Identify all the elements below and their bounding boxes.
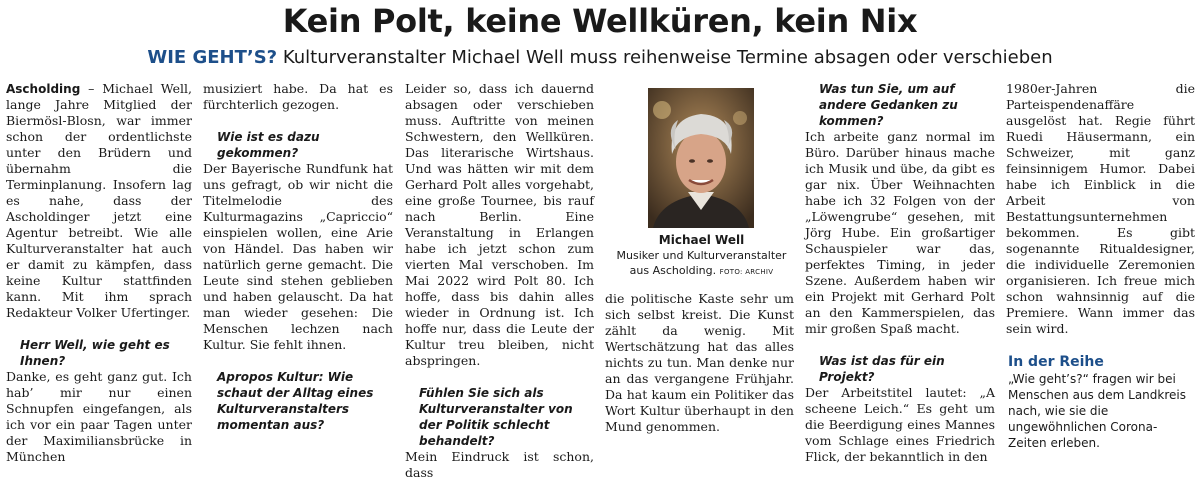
info-text: „Wie geht’s?“ fragen wir bei Menschen aus dem Landkreis nach, wie sie die ungewöhnlichen Corona-Zeiten erleben.: [1008, 372, 1186, 450]
headline: Kein Polt, keine Wellküren, kein Nix: [282, 2, 918, 40]
answer-4: Mein Eindruck ist schon, dass: [405, 449, 594, 480]
answer-6: Der Arbeitstitel lautet: „A scheene Leich.“ Es geht um die Beerdigung eines Mannes vom Schlage eines Friedrich Flick, der bekanntlich in den: [805, 385, 995, 464]
dateline: Ascholding: [6, 82, 81, 96]
answer-1: Danke, es geht ganz gut. Ich hab’ mir nur einen Schnupfen eingefangen, als ich vor ein paar Tagen unter der Maximiliansbrücke in München: [6, 369, 192, 464]
series-kicker: WIE GEHT’S?: [147, 47, 278, 68]
column-4: [605, 81, 794, 447]
question-5: Was tun Sie, um auf andere Gedanken zu kommen?: [819, 82, 958, 128]
subheadline: [0, 46, 1200, 70]
lead-paragraph: [6, 81, 192, 321]
answer-2: Der Bayerische Rundfunk hat uns gefragt, ob wir nicht die Titelmelodie des Kulturmagazins „Capriccio“ einspielen wollen, eine Arie von Händel. Das haben wir natürlich gerne gemacht. Die Leute sind stehen geblieben und haben gelauscht. Da hat man wieder gesehen: Die Menschen lechzen nach Kultur. Sie fehlt ihnen.: [203, 161, 393, 352]
column-5: [805, 81, 995, 464]
answer-3: Leider so, dass ich dauernd absagen oder verschieben muss. Auftritte von meinen Schwestern, den Wellküren. Das literarische Wirtshaus. Und was hätten wir mit dem Gerhard Polt alles vorgehabt, eine große Tournee, bis rauf nach Berlin. Eine Veranstaltung in Erlangen habe ich jetzt schon zum vierten Mal verschoben. Im Mai 2022 wird Polt 80. Ich hoffe, dass bis dahin alles wieder in Ordnung ist. Ich hoffe nur, dass die Leute der Kultur treu bleiben, nicht abspringen.: [405, 81, 594, 368]
info-title: In der Reihe: [1008, 354, 1104, 370]
column-2: [203, 81, 393, 447]
answer-4-continued: die politische Kaste sehr um sich selbst kreist. Die Kunst zählt da wenig. Mit Wertschätzung hat das alles nichts zu tun. Man denke nur an das vergangene Frühjahr. Da hat kaum ein Politiker das Wort Kultur überhaupt in den Mund genommen.: [605, 291, 794, 434]
photo-credit: FOTO: ARCHIV: [719, 268, 774, 276]
subheadline-text: Kulturveranstalter Michael Well muss reihenweise Termine absagen oder verschieben: [277, 47, 1053, 68]
question-6: Was ist das für ein Projekt?: [819, 354, 945, 384]
question-4: Fühlen Sie sich als Kulturveranstalter von der Politik schlecht behandelt?: [419, 386, 573, 448]
lead-text: – Michael Well, lange Jahre Mitglied der Biermösl-Blosn, war immer schon der ordentlichste unter den Brüdern und übernahm die Terminplanung. Insofern lag es nahe, dass der Ascholdinger jetzt eine Agentur betreibt. Wie alle Kulturveranstalter hat auch er damit zu kämpfen, dass keine Kultur stattfinden kann. Mit ihm sprach Redakteur Volker Ufertinger.: [6, 81, 192, 320]
question-2: Wie ist es dazu gekommen?: [217, 130, 320, 160]
column-6: [1006, 81, 1195, 450]
caption-text: Musiker und Kulturveranstalter aus Ascholding.: [616, 249, 787, 277]
question-3: Apropos Kultur: Wie schaut der Alltag eines Kulturveranstalters momentan aus?: [217, 370, 374, 432]
column-3: [405, 81, 594, 480]
column-1: [6, 81, 192, 464]
series-info-box: [1006, 353, 1195, 451]
photo-space: [605, 81, 794, 291]
answer-1-continued: musiziert habe. Da hat es fürchterlich gezogen.: [203, 81, 393, 112]
answer-5: Ich arbeite ganz normal im Büro. Darüber hinaus mache ich Musik und übe, da gibt es gar nix. Über Weihnachten habe ich 32 Folgen von der „Löwengrube“ gesehen, mit Jörg Hube. Ein großartiger Schauspieler war das, perfektes Timing, in jeder Szene. Außerdem haben wir ein Projekt mit Gerhard Polt an den Kammerspielen, das mir großen Spaß macht.: [805, 129, 995, 336]
question-1: Herr Well, wie geht es Ihnen?: [20, 338, 170, 368]
answer-6-continued: 1980er-Jahren die Parteispendenaffäre ausgelöst hat. Regie führt Ruedi Häusermann, ein Schweizer, mit ganz feinsinnigem Humor. Dabei habe ich Einblick in die Arbeit von Bestattungsunternehmen bekommen. Es gibt sogenannte Ritualdesigner, die individuelle Zeremonien organisieren. Ich freue mich schon wahnsinnig auf die Premiere. Wann immer das sein wird.: [1006, 81, 1195, 336]
caption-name: Michael Well: [658, 233, 745, 247]
